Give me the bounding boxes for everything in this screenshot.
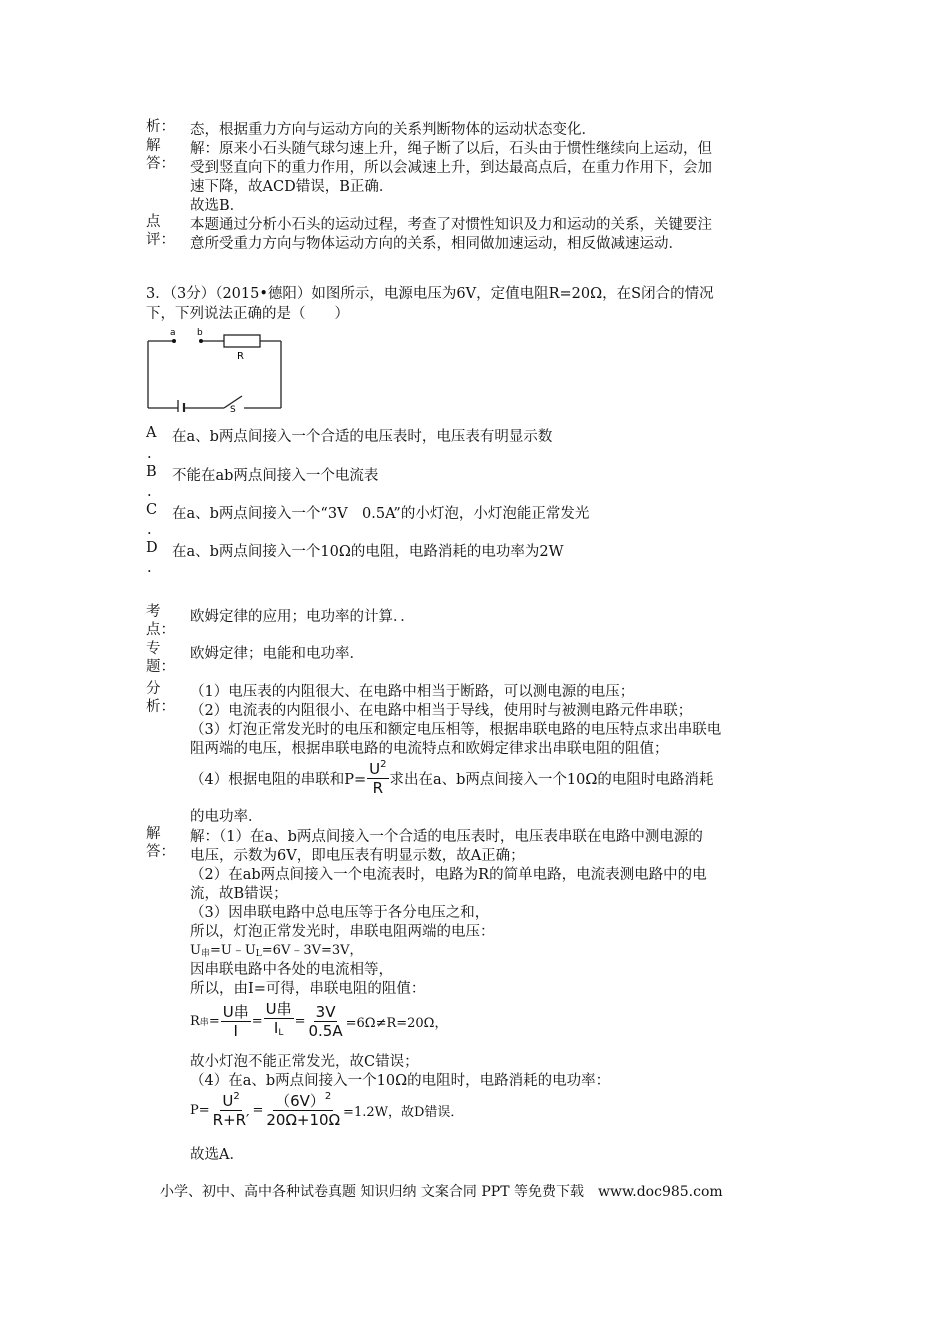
option-letter: C — [146, 502, 158, 518]
prev-jieda-line: 受到竖直向下的重力作用，所以会减速上升，到达最高点后，在重力作用下，会加 — [190, 160, 712, 176]
option-text: 在a、b两点间接入一个合适的电压表时，电压表有明显示数 — [172, 429, 553, 445]
terminal-b — [199, 339, 203, 343]
circuit-diagram — [144, 326, 286, 412]
fraction-3v-over-05a: $\frac{3V}{0.5A}$ — [308, 1002, 343, 1040]
terminal-a — [172, 339, 176, 343]
option-dot: . — [147, 560, 152, 576]
kaodian-text: 欧姆定律的应用；电功率的计算．． — [190, 609, 415, 625]
fraction-u-over-il: $\frac{\text{U串}}{I_L}$ — [265, 1000, 292, 1038]
fenxi-line-4 — [190, 760, 713, 797]
option-dot: . — [147, 484, 152, 500]
jieda-line: （4）在a、b两点间接入一个10Ω的电阻时，电路消耗的电功率： — [190, 1073, 611, 1089]
fenxi-line: 阻两端的电压，根据串联电路的电流特点和欧姆定律求出串联电阻的阻值； — [190, 741, 669, 757]
option-text: 在a、b两点间接入一个10Ω的电阻，电路消耗的电功率为2W — [172, 544, 564, 560]
jieda-line: （2）在ab两点间接入一个电流表时，电路为R的简单电路，电流表测电路中的电 — [190, 867, 707, 883]
jieda-line: 电压，示数为6V，即电压表有明显示数，故A正确； — [190, 848, 525, 864]
prev-jieda-line: 解：原来小石头随气球匀速上升，绳子断了以后，石头由于惯性继续向上运动，但 — [190, 141, 712, 157]
jieda-line: 所以，由I=可得，串联电阻的阻值： — [190, 981, 426, 997]
power-equation: P= $\frac{U^2}{R+R'}$ = $\frac{(6V)^2}{20\Omega+10\Omega}$ =1.2W，故D错误． — [190, 1091, 464, 1129]
jieda-line: （3）因串联电路中总电压等于各分电压之和， — [190, 905, 490, 921]
option-text: 在a、b两点间接入一个“3V 0.5A”的小灯泡，小灯泡能正常发光 — [172, 506, 590, 522]
jieda-label-prev: 解 答： — [146, 138, 175, 172]
question-stem-cont: 下，下列说法正确的是（ ） — [146, 306, 349, 322]
fenxi-line: （1）电压表的内阻很大、在电路中相当于断路，可以测电源的电压； — [190, 684, 635, 700]
jieda-line: 解：（1）在a、b两点间接入一个合适的电压表时，电压表串联在电路中测电源的 — [190, 829, 703, 845]
fenxi-line: （2）电流表的内阻很小、在电路中相当于导线，使用时与被测电路元件串联； — [190, 703, 693, 719]
zhuanti-label: 专 题： — [146, 641, 175, 675]
resistance-equation: R 串 = $\frac{\text{U串}}{I}$ = $\frac{\text{U串}}{I_L}$ = $\frac{3V}{0.5A}$ =6Ω≠R=20Ω， — [190, 1000, 447, 1042]
fenxi-line-end: 的电功率． — [190, 809, 263, 825]
label-b: b — [197, 328, 203, 338]
option-dot: . — [147, 446, 152, 462]
fenxi-label: 分 析： — [146, 681, 175, 715]
jieda-line: 所以，灯泡正常发光时，串联电阻两端的电压： — [190, 924, 495, 940]
fenxi4-pre: （4）根据电阻的串联和P= — [190, 772, 367, 788]
prev-fenxi-text: 态，根据重力方向与运动方向的关系判断物体的运动状态变化． — [190, 122, 596, 138]
fenxi-line: （3）灯泡正常发光时的电压和额定电压相等，根据串联电路的电压特点求出串联电 — [190, 722, 722, 738]
fraction-u-over-i: $\frac{\text{U串}}{I}$ — [222, 1002, 249, 1040]
page-footer: 小学、初中、高中各种试卷真题 知识归纳 文案合同 PPT 等免费下载 www.doc985.com — [160, 1184, 723, 1200]
jieda-line: 流，故B错误； — [190, 886, 288, 902]
kaodian-label: 考 点： — [146, 604, 175, 638]
option-letter: A — [146, 425, 157, 441]
prev-jieda-line: 故选B． — [190, 198, 245, 214]
fraction-u2-over-r: $\frac{U^2}{R+R'}$ — [212, 1091, 250, 1129]
fenxi4-post: 求出在a、b两点间接入一个10Ω的电阻时电路消耗 — [389, 772, 714, 788]
jieda-line: 故小灯泡不能正常发光，故C错误； — [190, 1054, 419, 1070]
zhuanti-text: 欧姆定律；电能和电功率． — [190, 646, 364, 662]
label-R: R — [237, 351, 244, 362]
resistor-symbol — [224, 335, 260, 347]
option-dot: . — [147, 522, 152, 538]
label-a: a — [170, 328, 176, 338]
option-letter: B — [146, 464, 157, 480]
jieda-line: 因串联电路中各处的电流相等， — [190, 962, 393, 978]
option-letter: D — [146, 540, 158, 556]
option-text: 不能在ab两点间接入一个电流表 — [172, 468, 379, 484]
prev-jieda-line: 速下降，故ACD错误，B正确． — [190, 179, 394, 195]
fenxi-label-prev: 析： — [146, 119, 175, 135]
dianping-line: 本题通过分析小石头的运动过程，考查了对惯性知识及力和运动的关系，关键要注 — [190, 217, 712, 233]
dianping-line: 意所受重力方向与物体运动方向的关系，相同做加速运动，相反做减速运动． — [190, 236, 683, 252]
fraction-6v2-over-30: $\frac{(6V)^2}{20\Omega+10\Omega}$ — [266, 1091, 341, 1129]
dianping-label: 点 评： — [146, 214, 175, 248]
label-S: S — [230, 405, 236, 412]
question-stem: 3．（3分）（2015•德阳）如图所示，电源电压为6V，定值电阻R=20Ω，在S闭合的情况 — [146, 286, 714, 302]
final-answer: 故选A． — [190, 1147, 244, 1163]
power-formula-fraction: $\frac{U^2}{R}$ — [369, 759, 387, 797]
jieda-label: 解 答： — [146, 826, 175, 860]
voltage-equation: $U_串=U﹣U_L=6V﹣3V=3V$， — [190, 943, 363, 959]
